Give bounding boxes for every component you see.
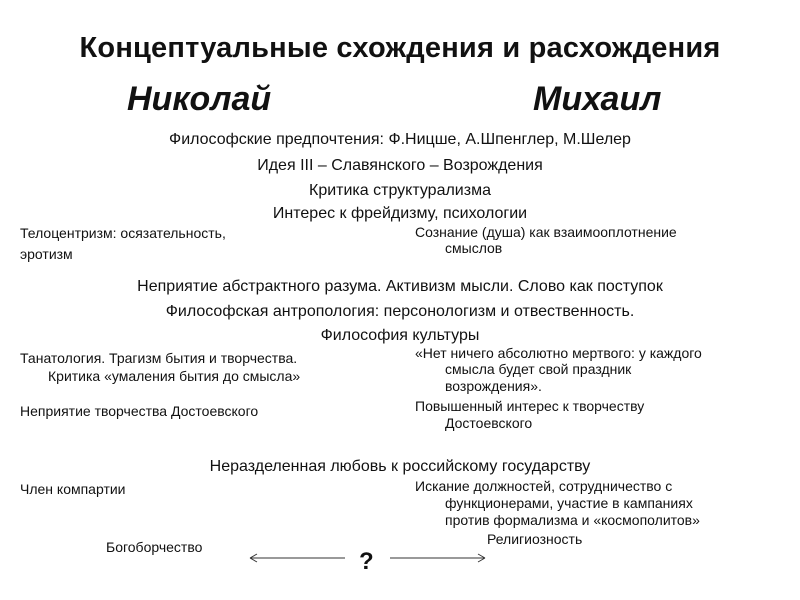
left-col-2-line-3: Неприятие творчества Достоевского	[20, 403, 259, 419]
name-right: Михаил	[533, 80, 662, 118]
common2-line-2: Философская антропология: персонологизм и отвественность.	[165, 303, 635, 320]
right-col-2-line-3: возрождения».	[445, 378, 542, 394]
left-col-3-line-1: Член компартии	[20, 481, 126, 497]
common-line-3: Критика структурализма	[309, 182, 491, 199]
left-col-1-line-1: Телоцентризм: осязательность,	[20, 225, 226, 241]
right-col-3-line-2: функционерами, участие в кампаниях	[445, 495, 693, 511]
right-col-2-line-5: Достоевского	[445, 415, 533, 431]
right-col-2-line-1: «Нет ничего абсолютно мертвого: у каждого	[415, 345, 702, 361]
right-col-1-line-1: Сознание (душа) как взаимооплотнение	[415, 224, 677, 240]
bottom-right-label: Религиозность	[487, 531, 583, 547]
right-col-3-line-3: против формализма и «космополитов»	[445, 512, 700, 528]
right-col-2-line-4: Повышенный интерес к творчеству	[415, 398, 645, 414]
common-line-2: Идея III – Славянского – Возрождения	[257, 157, 543, 174]
left-col-1-line-2: эротизм	[20, 246, 73, 262]
common-line-1: Философские предпочтения: Ф.Ницше, А.Шпенглер, М.Шелер	[169, 131, 631, 148]
common2-line-3: Философия культуры	[320, 327, 480, 344]
right-col-1-line-2: смыслов	[445, 240, 503, 256]
question-mark: ?	[359, 548, 374, 575]
bottom-left-label: Богоборчество	[106, 539, 203, 555]
right-col-3-line-1: Искание должностей, сотрудничество с	[415, 478, 673, 494]
left-col-2-line-2: Критика «умаления бытия до смысла»	[48, 368, 301, 384]
name-left: Николай	[127, 80, 272, 118]
common2-line-1: Неприятие абстрактного разума. Активизм мысли. Слово как поступок	[137, 278, 663, 295]
right-col-2-line-2: смысла будет свой праздник	[445, 361, 632, 377]
common-line-4: Интерес к фрейдизму, психологии	[272, 205, 528, 222]
common3-line: Неразделенная любовь к российскому государству	[209, 458, 591, 475]
slide-title: Концептуальные схождения и расхождения	[79, 32, 721, 64]
left-arrow-icon	[250, 554, 345, 562]
right-arrow-icon	[390, 554, 485, 562]
left-col-2-line-1: Танатология. Трагизм бытия и творчества.	[20, 350, 298, 366]
